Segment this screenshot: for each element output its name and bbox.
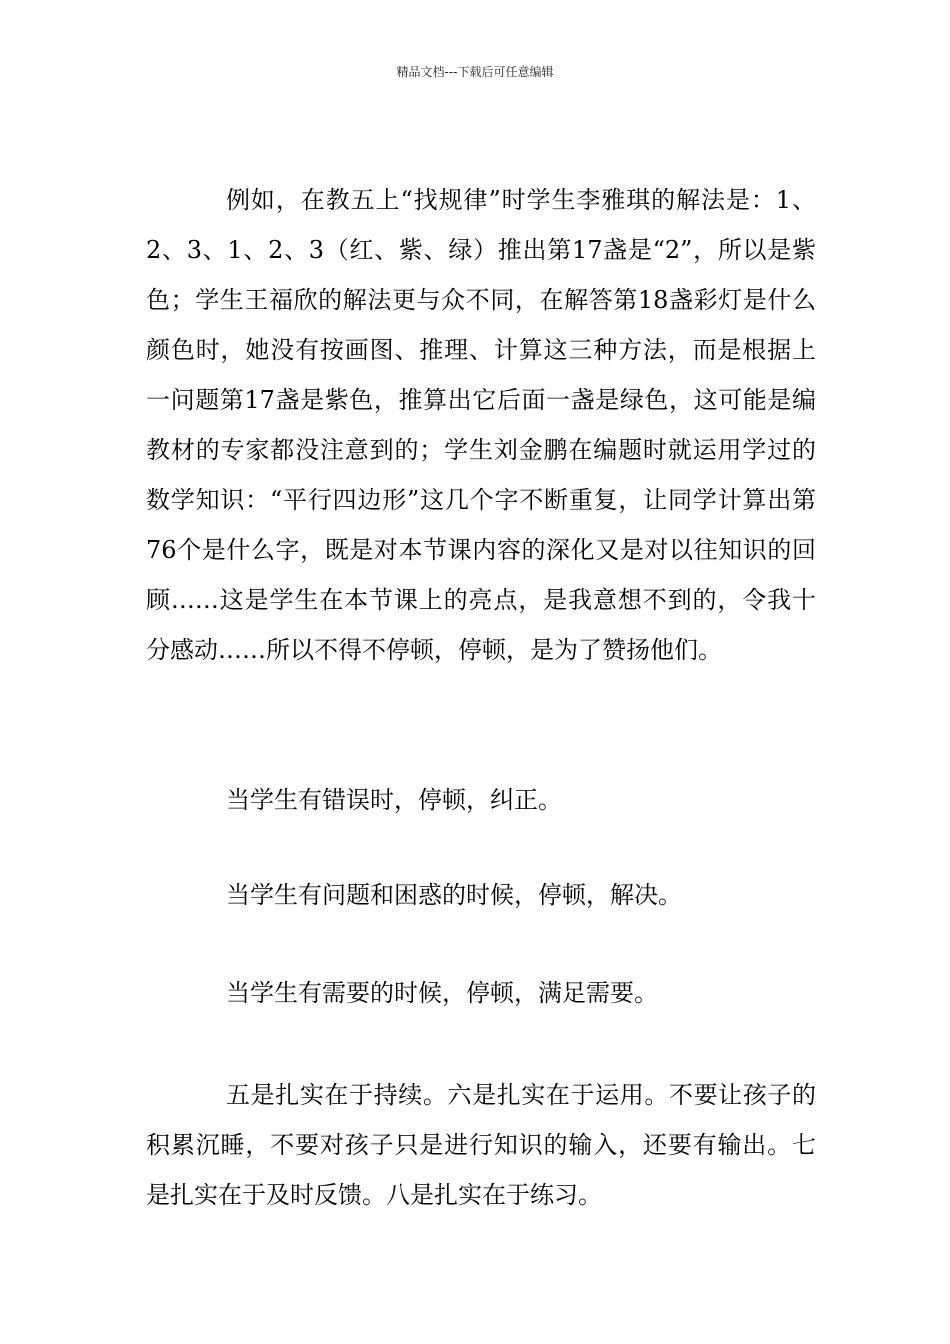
paragraph-pause-errors: 当学生有错误时，停顿，纠正。	[226, 786, 562, 814]
paragraph-pause-questions: 当学生有问题和困惑的时候，停顿，解决。	[226, 881, 682, 909]
paragraph-solid-points: 五是扎实在于持续。六是扎实在于运用。不要让孩子的积累沉睡，不要对孩子只是进行知识的输入，还要有输出。七是扎实在于及时反馈。八是扎实在于练习。	[146, 1081, 816, 1209]
paragraph-example-solutions: 例如，在教五上“找规律”时学生李雅琪的解法是：1、2、3、1、2、3（红、紫、绿）推出第17盏是“2”，所以是紫色；学生王福欣的解法更与众不同，在解答第18盏彩灯是什么颜色时，她没有按画图、推理、计算这三种方法，而是根据上一问题第17盏是紫色，推算出它后面一盏是绿色，这可能是编教材的专家都没注意到的；学生刘金鹏在编题时就运用学过的数学知识：“平行四边形”这几个字不断重复，让同学计算出第76个是什么字，既是对本节课内容的深化又是对以往知识的回顾……这是学生在本节课上的亮点，是我意想不到的，令我十分感动……所以不得不停顿，停顿，是为了赞扬他们。	[146, 186, 816, 664]
paragraph-pause-needs: 当学生有需要的时候，停顿，满足需要。	[226, 979, 658, 1007]
page-header: 精品文档---下载后可任意编辑	[396, 65, 554, 79]
